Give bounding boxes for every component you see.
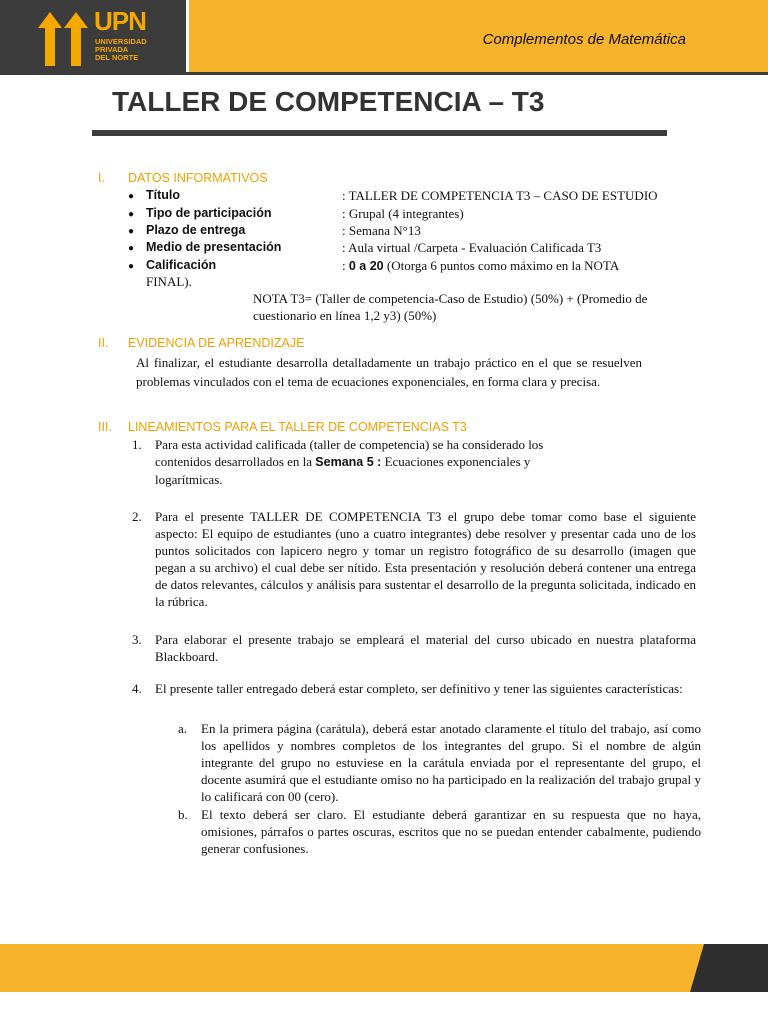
info-row-medio: ● Medio de presentación : Aula virtual /Carpeta - Evaluación Calificada T3 <box>128 240 602 255</box>
bullet-icon: ● <box>128 191 135 202</box>
logo-arrows-icon <box>36 8 92 66</box>
bullet-icon: ● <box>128 261 135 272</box>
item-number: 1. <box>132 437 142 452</box>
header-divider <box>0 72 768 75</box>
subitem-letter: b. <box>178 807 188 822</box>
course-name: Complementos de Matemática <box>482 31 686 48</box>
bullet-icon: ● <box>128 243 135 254</box>
footer-corner-decoration <box>668 944 768 992</box>
item-number: 3. <box>132 632 142 647</box>
title-underline <box>92 130 667 136</box>
lineamiento-2: Para el presente TALLER DE COMPETENCIA T3 el grupo debe tomar como base el siguiente aspecto: El equipo de estudiantes (uno a cuatro integrantes) debe resolver y presentar cada uno de los puntos solicitados con lapicero negro y tomar un registro fotográfico de su desarrollo (imagen que pegan a su archivo) el cual debe ser nítido. Esta presentación y resolución deberá contener una entrega de datos relevantes, cálculos y análisis para sustentar el desarrollo de la pregunta solicitada, indicado en la rúbrica. <box>155 509 696 609</box>
caracteristica-a: En la primera página (carátula), deberá estar anotado claramente el título del trabajo, así como los apellidos y nombres completos de los integrantes del grupo. Si el nombre de algún integrante del grupo no estuviese en la carátula enviada por el representante del grupo, el docente asumirá que el estudiante omiso no ha participado en la realización del trabajo grupal y lo calificará con 00 (cero). <box>201 721 701 804</box>
section-heading-evidencia: II. EVIDENCIA DE APRENDIZAJE <box>98 336 305 350</box>
section-heading-lineamientos: III. LINEAMIENTOS PARA EL TALLER DE COMPETENCIAS T3 <box>98 420 467 434</box>
calificacion-final: FINAL). <box>146 274 192 289</box>
lineamiento-4: El presente taller entregado deberá estar completo, ser definitivo y tener las siguientes características: <box>155 681 683 696</box>
logo-wordmark: UPN <box>94 6 146 36</box>
lineamiento-3: Para elaborar el presente trabajo se empleará el material del curso ubicado en nuestra plataforma Blackboard. <box>155 632 696 664</box>
info-row-titulo: ● Título : TALLER DE COMPETENCIA T3 – CASO DE ESTUDIO <box>128 188 658 203</box>
bullet-icon: ● <box>128 209 135 220</box>
info-row-calificacion: ● Calificación : 0 a 20 (Otorga 6 puntos como máximo en la NOTA <box>128 258 620 273</box>
lineamiento-1: Para esta actividad calificada (taller de competencia) se ha considerado los contenidos desarrollados en la Semana 5 : Ecuaciones exponenciales y logarítmicas. <box>155 437 544 487</box>
item-number: 2. <box>132 509 142 524</box>
document-title: TALLER DE COMPETENCIA – T3 <box>112 86 545 117</box>
header-accent-bar <box>189 0 768 72</box>
evidencia-text: Al finalizar, el estudiante desarrolla detalladamente un trabajo práctico en el que se resuelven problemas vinculados con el tema de ecuaciones exponenciales, en forma clara y precisa. <box>136 355 642 389</box>
bullet-icon: ● <box>128 226 135 237</box>
footer-accent-bar <box>0 944 768 992</box>
section-heading-datos: I. DATOS INFORMATIVOS <box>98 171 268 185</box>
subitem-letter: a. <box>178 721 188 736</box>
nota-formula: NOTA T3= (Taller de competencia-Caso de Estudio) (50%) + (Promedio de cuestionario en línea 1,2 y3) (50%) <box>253 291 648 323</box>
item-number: 4. <box>132 681 142 696</box>
caracteristica-b: El texto deberá ser claro. El estudiante deberá garantizar en su respuesta que no haya, omisiones, párrafos o partes oscuras, escritos que no se puedan entender cabalmente, pudiendo generar confusiones. <box>201 807 701 856</box>
info-row-tipo: ● Tipo de participación : Grupal (4 integrantes) <box>128 206 464 221</box>
page-header <box>0 0 768 72</box>
info-row-plazo: ● Plazo de entrega : Semana N°13 <box>128 223 421 238</box>
upn-logo <box>0 0 186 72</box>
logo-subtitle: UNIVERSIDAD PRIVADA DEL NORTE <box>95 37 147 62</box>
